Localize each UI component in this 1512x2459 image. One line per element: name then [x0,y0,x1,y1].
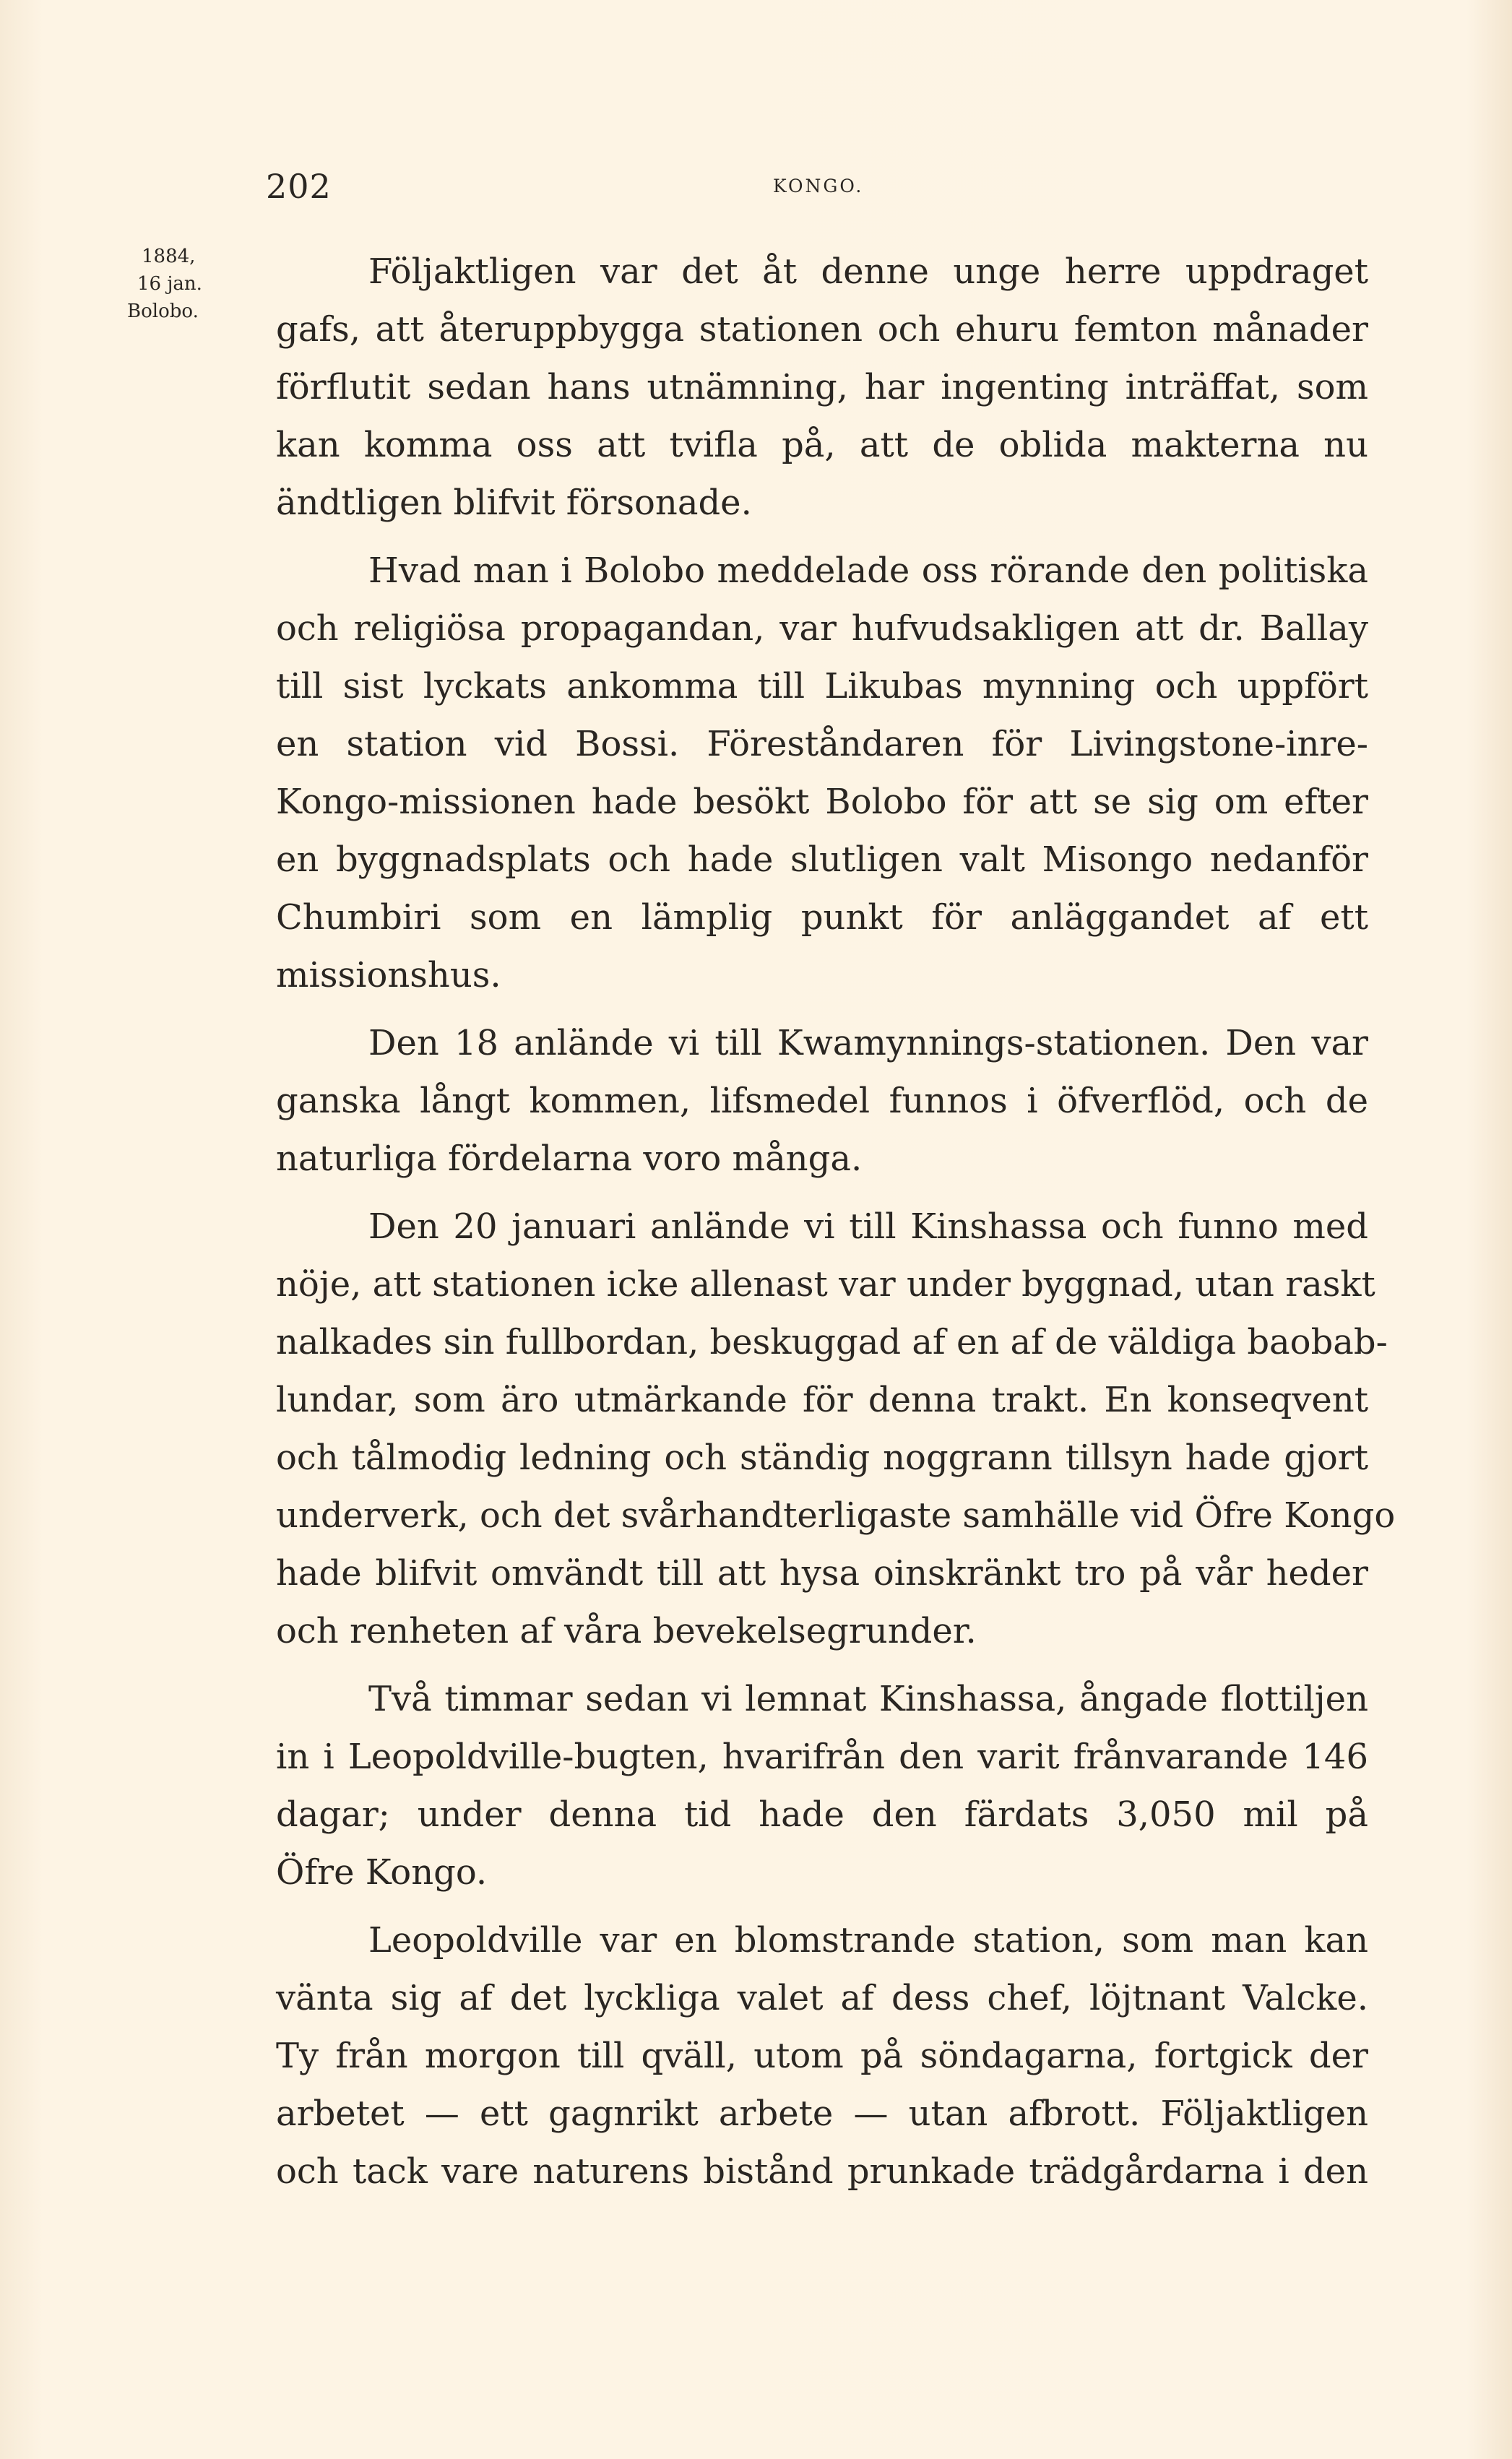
text-line: ganska långt kommen, lifsmedel funnos i öfverflöd, och de [276,1081,1368,1121]
text-line: och renheten af våra bevekelsegrunder. [276,1611,977,1651]
text-line: in i Leopoldville-bugten, hvarifrån den varit frånvarande 146 [276,1737,1368,1777]
body-text [276,243,1396,2210]
text-line: Följaktligen var det åt denne unge herre uppdraget [368,251,1368,292]
text-line: kan komma oss att tvifla på, att de oblida makterna nu [276,425,1368,465]
text-line: lundar, som äro utmärkande för denna trakt. En konseqvent [276,1380,1368,1420]
text-line: och religiösa propagandan, var hufvudsakligen att dr. Ballay [276,608,1368,649]
text-line: Den 20 januari anlände vi till Kinshassa och funno med [368,1206,1368,1247]
text-line: Två timmar sedan vi lemnat Kinshassa, ångade flottiljen [368,1679,1368,1719]
text-line: Ty från morgon till qväll, utom på söndagarna, fortgick der [276,2036,1368,2076]
paragraph [276,243,1368,532]
paragraph [276,542,1368,1004]
text-line: till sist lyckats ankomma till Likubas mynning och uppfört [276,666,1368,706]
running-head [0,165,1512,208]
paragraph [276,1198,1396,1660]
text-line: nalkades sin fullbordan, beskuggad af en af de väldiga baobab- [276,1322,1388,1362]
running-title: KONGO. [773,176,864,196]
margin-note-place: Bolobo. [127,301,199,322]
text-line: vänta sig af det lyckliga valet af dess chef, löjtnant Valcke. [276,1978,1368,2018]
text-line: Hvad man i Bolobo meddelade oss rörande den politiska [368,550,1368,591]
margin-note [116,243,260,325]
text-line: naturliga fördelarna voro många. [276,1138,863,1179]
text-line: och tack vare naturens bistånd prunkade trädgårdarna i den [276,2151,1368,2192]
text-line: förflutit sedan hans utnämning, har ingenting inträffat, som [276,367,1368,407]
text-line: en station vid Bossi. Föreståndaren för Livingstone-inre- [276,724,1368,764]
text-line: underverk, och det svårhandterligaste samhälle vid Öfre Kongo [276,1495,1396,1536]
text-line: dagar; under denna tid hade den färdats 3,050 mil på [276,1794,1368,1835]
text-line: Leopoldville var en blomstrande station, som man kan [368,1920,1368,1961]
text-line: en byggnadsplats och hade slutligen valt Misongo nedanför [276,839,1368,880]
text-line: nöje, att stationen icke allenast var under byggnad, utan raskt [276,1264,1375,1305]
text-line: hade blifvit omvändt till att hysa oinskränkt tro på vår heder [276,1553,1368,1594]
page-number: 202 [266,167,332,206]
paragraph [276,1911,1368,2200]
text-line: missionshus. [276,955,501,995]
text-line: Öfre Kongo. [276,1852,488,1893]
margin-note-date: 16 jan. [137,273,202,295]
text-line: Kongo-missionen hade besökt Bolobo för att se sig om efter [276,782,1368,822]
margin-note-year: 1884, [142,246,196,267]
paragraph [276,1014,1368,1188]
text-line: gafs, att återuppbygga stationen och ehuru femton månader [276,309,1368,350]
text-line: ändtligen blifvit försonade. [276,483,752,523]
text-line: Chumbiri som en lämplig punkt för anläggandet af ett [276,897,1368,938]
text-line: och tålmodig ledning och ständig noggrann tillsyn hade gjort [276,1438,1368,1478]
paragraph [276,1670,1368,1901]
text-line: Den 18 anlände vi till Kwamynnings-stationen. Den var [368,1023,1368,1063]
text-line: arbetet — ett gagnrikt arbete — utan afbrott. Följaktligen [276,2093,1368,2134]
